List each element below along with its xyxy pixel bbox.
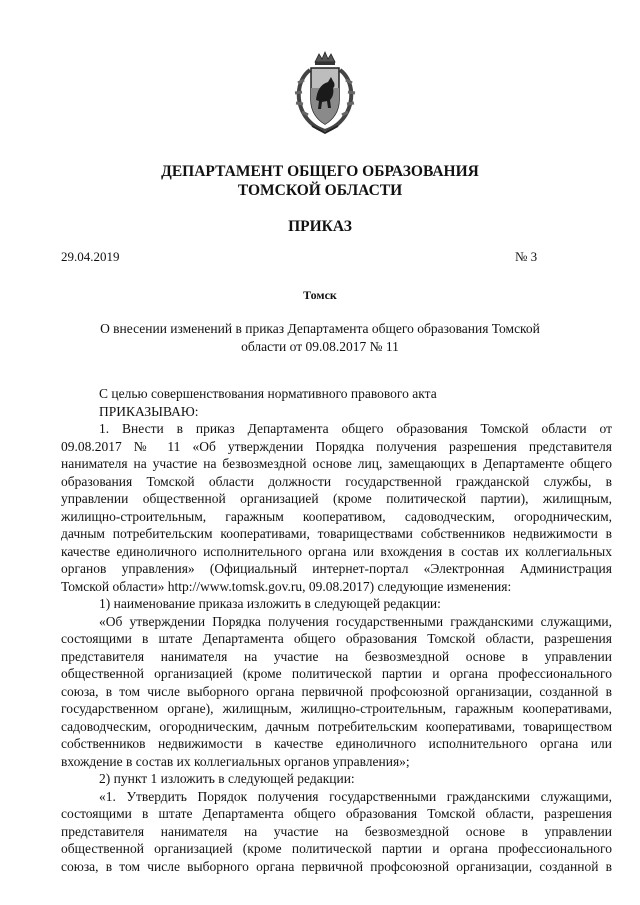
body-line: С целью совершенствования нормативного правового акта: [99, 386, 437, 401]
body-line: 09.08.2017 № 11 «Об утверждении Порядка получения разрешения представителя: [61, 438, 612, 454]
subject-line-1: О внесении изменений в приказ Департамента общего образования Томской: [100, 321, 540, 336]
order-body: [61, 385, 612, 875]
body-line: союза, в том числе выборного органа первичной профсоюзной организации, созданной в: [61, 683, 612, 699]
body-line: государственном органе), жилищным, жилищно-строительным, гаражным кооперативами,: [61, 701, 612, 716]
body-line: ПРИКАЗЫВАЮ:: [99, 403, 199, 419]
tomsk-coat-of-arms-icon: [290, 50, 360, 134]
order-subject: [0, 320, 640, 356]
department-name: [0, 162, 640, 200]
body-line: качестве единоличного исполнительного органа или вхождения в состав их коллегиальных: [61, 543, 612, 559]
body-line: общественной организацией (кроме политической партии и органа профессионального: [61, 666, 612, 681]
body-line: «1. Утвердить Порядок получения государственными гражданскими служащими,: [99, 788, 612, 804]
body-line: образования Томской области должности государственной гражданской службы, в: [61, 473, 612, 489]
body-line: Томской области» http://www.tomsk.gov.ru, 09.08.2017) следующие изменения:: [61, 578, 512, 594]
body-line: садоводческим, огородническим, дачным потребительским кооперативами, товариществом: [61, 718, 612, 734]
body-line: 1) наименование приказа изложить в следующей редакции:: [99, 596, 441, 611]
body-line: собственников недвижимости в качестве единоличного исполнительного органа или: [61, 736, 612, 751]
body-line: 1. Внести в приказ Департамента общего образования Томской области от: [99, 421, 612, 436]
body-line: жилищно-строительным, гаражным кооперативом, садоводческим, огородническим,: [61, 508, 612, 524]
body-line: состоящими в штате Департамента общего образования Томской области, разрешения: [61, 806, 612, 821]
order-title: ПРИКАЗ: [288, 218, 352, 235]
department-line-2: ТОМСКОЙ ОБЛАСТИ: [237, 182, 403, 199]
subject-line-2: области от 09.08.2017 № 11: [241, 339, 399, 354]
body-line: «Об утверждении Порядка получения государственными гражданскими служащими,: [99, 613, 612, 629]
body-line: вхождение в состав их коллегиальных органов управления»;: [61, 753, 410, 769]
body-line: представителя нанимателя на участие на безвозмездной основе в управлении: [61, 823, 612, 839]
body-line: нанимателя на участие на безвозмездной основе лиц, замещающих в Департаменте общего: [61, 456, 612, 471]
body-line: управлении общественной организацией (кроме политической партии), жилищным,: [61, 491, 612, 506]
body-line: союза, в том числе выборного органа первичной профсоюзной организации, созданной в: [61, 858, 612, 874]
city-name: Томск: [303, 288, 337, 302]
order-date: 29.04.2019: [61, 249, 120, 264]
body-line: представителя нанимателя на участие на безвозмездной основе в управлении: [61, 648, 612, 664]
body-line: дачным потребительским кооперативами, товариществами собственников недвижимости в: [61, 526, 612, 541]
body-line: общественной организацией (кроме политической партии и органа профессионального: [61, 841, 612, 856]
department-line-1: ДЕПАРТАМЕНТ ОБЩЕГО ОБРАЗОВАНИЯ: [161, 163, 479, 180]
body-line: 2) пункт 1 изложить в следующей редакции:: [99, 771, 355, 786]
order-number: № 3: [515, 249, 538, 264]
body-line: состоящими в штате Департамента общего образования Томской области, разрешения: [61, 631, 612, 646]
body-line: органов управления» (Официальный интернет-портал «Электронная Администрация: [61, 561, 612, 576]
